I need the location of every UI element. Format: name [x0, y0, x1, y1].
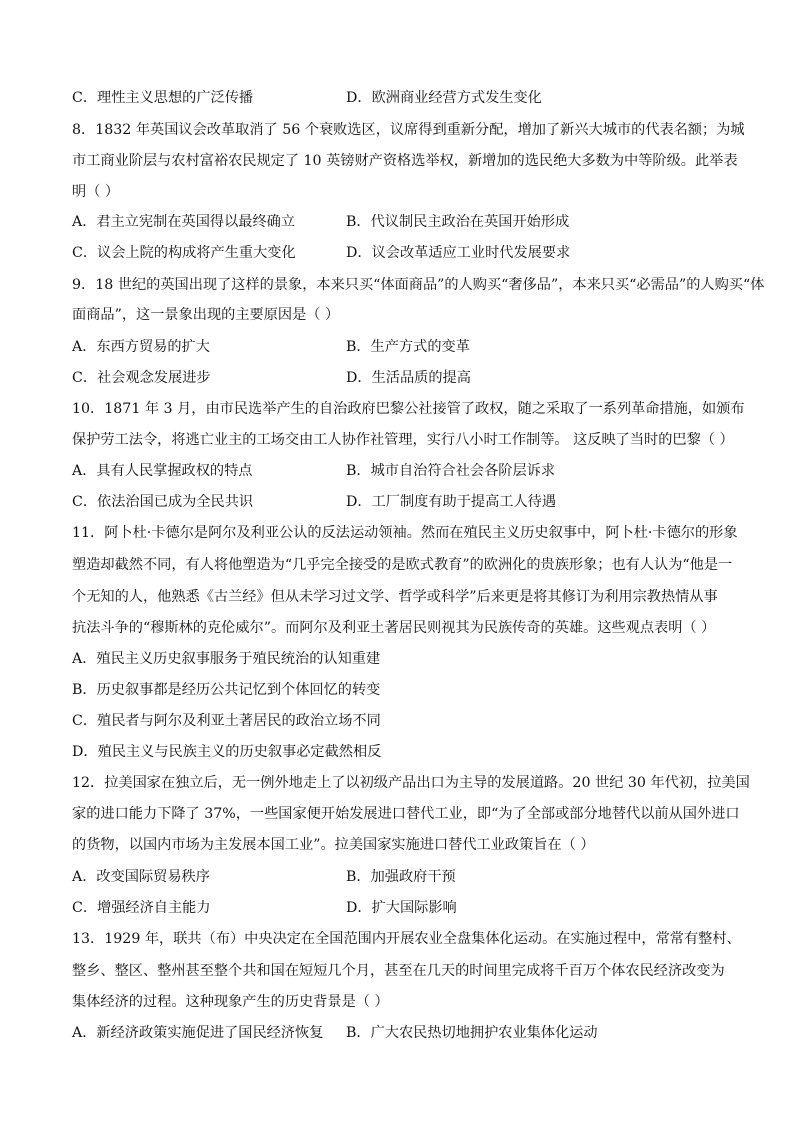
q13-stem-line-1: 13．1929 年，联共（布）中央决定在全国范围内开展农业全盘集体化运动。在实施过程中，常常有整村、: [72, 931, 741, 947]
q12-stem-line-1: 12．拉美国家在独立后，无一例外地走上了以初级产品出口为主导的发展道路。20 世纪 30 年代初，拉美国: [72, 775, 750, 791]
q11-stem-line-2: 塑造却截然不同，有人将他塑造为“几乎完全接受的是欧式教育”的欧洲化的贵族形象；也有人认为“他是一: [72, 557, 733, 573]
q8-option-b: B．代议制民主政治在英国开始形成: [346, 214, 570, 230]
q10-option-b: B．城市自治符合社会各阶层诉求: [346, 463, 556, 479]
q8-stem-line-2: 市工商业阶层与农村富裕农民规定了 10 英镑财产资格选举权，新增加的选民绝大多数为中等阶级。此举表: [72, 153, 738, 169]
q10-stem-line-2: 保护劳工法令，将逃亡业主的工场交由工人协作社管理，实行八小时工作制等。 这反映了当时的巴黎（ ）: [72, 432, 734, 448]
q13-option-b: B．广大农民热切地拥护农业集体化运动: [346, 1025, 598, 1041]
q13-option-a: A．新经济政策实施促进了国民经济恢复: [72, 1025, 324, 1041]
q13-stem-line-3: 集体经济的过程。这种现象产生的历史背景是（ ）: [72, 994, 389, 1010]
q7-option-c: C．理性主义思想的广泛传播: [72, 90, 254, 106]
q8-stem-line-3: 明（ ）: [72, 184, 120, 200]
q9-option-c: C．社会观念发展进步: [72, 370, 211, 386]
q9-stem-line-1: 9．18 世纪的英国出现了这样的景象，本来只买“体面商品”的人购买“奢侈品”，本来只买“必需品”的人购买“体: [72, 277, 765, 293]
q8-option-a: A．君主立宪制在英国得以最终确立: [72, 214, 296, 230]
q10-option-c: C．依法治国已成为全民共识: [72, 494, 254, 510]
q12-option-a: A．改变国际贸易秩序: [72, 869, 210, 885]
q11-stem-line-4: 抗法斗争的“穆斯林的克伦威尔”。而阿尔及利亚土著居民则视其为民族传奇的英雄。这些观点表明（ ）: [72, 620, 716, 636]
q9-option-d: D．生活品质的提高: [346, 370, 471, 386]
q9-option-b: B．生产方式的变革: [346, 339, 470, 355]
q8-stem-line-1: 8．1832 年英国议会改革取消了 56 个衰败选区，议席得到重新分配，增加了新兴大城市的代表名额；为城: [72, 122, 745, 138]
q9-stem-line-2: 面商品”，这一景象出现的主要原因是（ ）: [72, 307, 340, 323]
q11-option-b: B．历史叙事都是经历公共记忆到个体回忆的转变: [72, 682, 381, 698]
q12-option-d: D．扩大国际影响: [346, 900, 457, 916]
q13-stem-line-2: 整乡、整区、整州甚至整个共和国在短短几个月，甚至在几天的时间里完成将千百万个体农民经济改变为: [72, 963, 725, 979]
q10-stem-line-1: 10．1871 年 3 月，由市民选举产生的自治政府巴黎公社接管了政权，随之采取了一系列革命措施，如颁布: [72, 401, 745, 417]
q8-option-d: D．议会改革适应工业时代发展要求: [346, 245, 571, 261]
q8-option-c: C．议会上院的构成将产生重大变化: [72, 245, 296, 261]
q11-option-d: D．殖民主义与民族主义的历史叙事必定截然相反: [72, 744, 382, 760]
q11-stem-line-3: 个无知的人，他熟悉《古兰经》但从未学习过文学、哲学或科学”后来更是将其修订为利用宗教热情从事: [72, 589, 718, 605]
q10-option-d: D．工厂制度有助于提高工人待遇: [346, 494, 557, 510]
q12-option-b: B．加强政府干预: [346, 869, 456, 885]
q12-option-c: C．增强经济自主能力: [72, 900, 211, 916]
q11-stem-line-1: 11．阿卜杜·卡德尔是阿尔及利亚公认的反法运动领袖。然而在殖民主义历史叙事中，阿卜杜·卡德尔的形象: [72, 525, 738, 541]
q11-option-a: A．殖民主义历史叙事服务于殖民统治的认知重建: [72, 651, 381, 667]
q12-stem-line-3: 的货物，以国内市场为主发展本国工业”。拉美国家实施进口替代工业政策旨在（ ）: [72, 837, 595, 853]
q11-option-c: C．殖民者与阿尔及利亚土著居民的政治立场不同: [72, 713, 381, 729]
q9-option-a: A．东西方贸易的扩大: [72, 339, 210, 355]
q12-stem-line-2: 家的进口能力下降了 37%，一些国家便开始发展进口替代工业，即“为了全部或部分地替代以前从国外进口: [72, 806, 740, 822]
q10-option-a: A．具有人民掌握政权的特点: [72, 463, 253, 479]
q7-option-d: D．欧洲商业经营方式发生变化: [346, 90, 542, 106]
